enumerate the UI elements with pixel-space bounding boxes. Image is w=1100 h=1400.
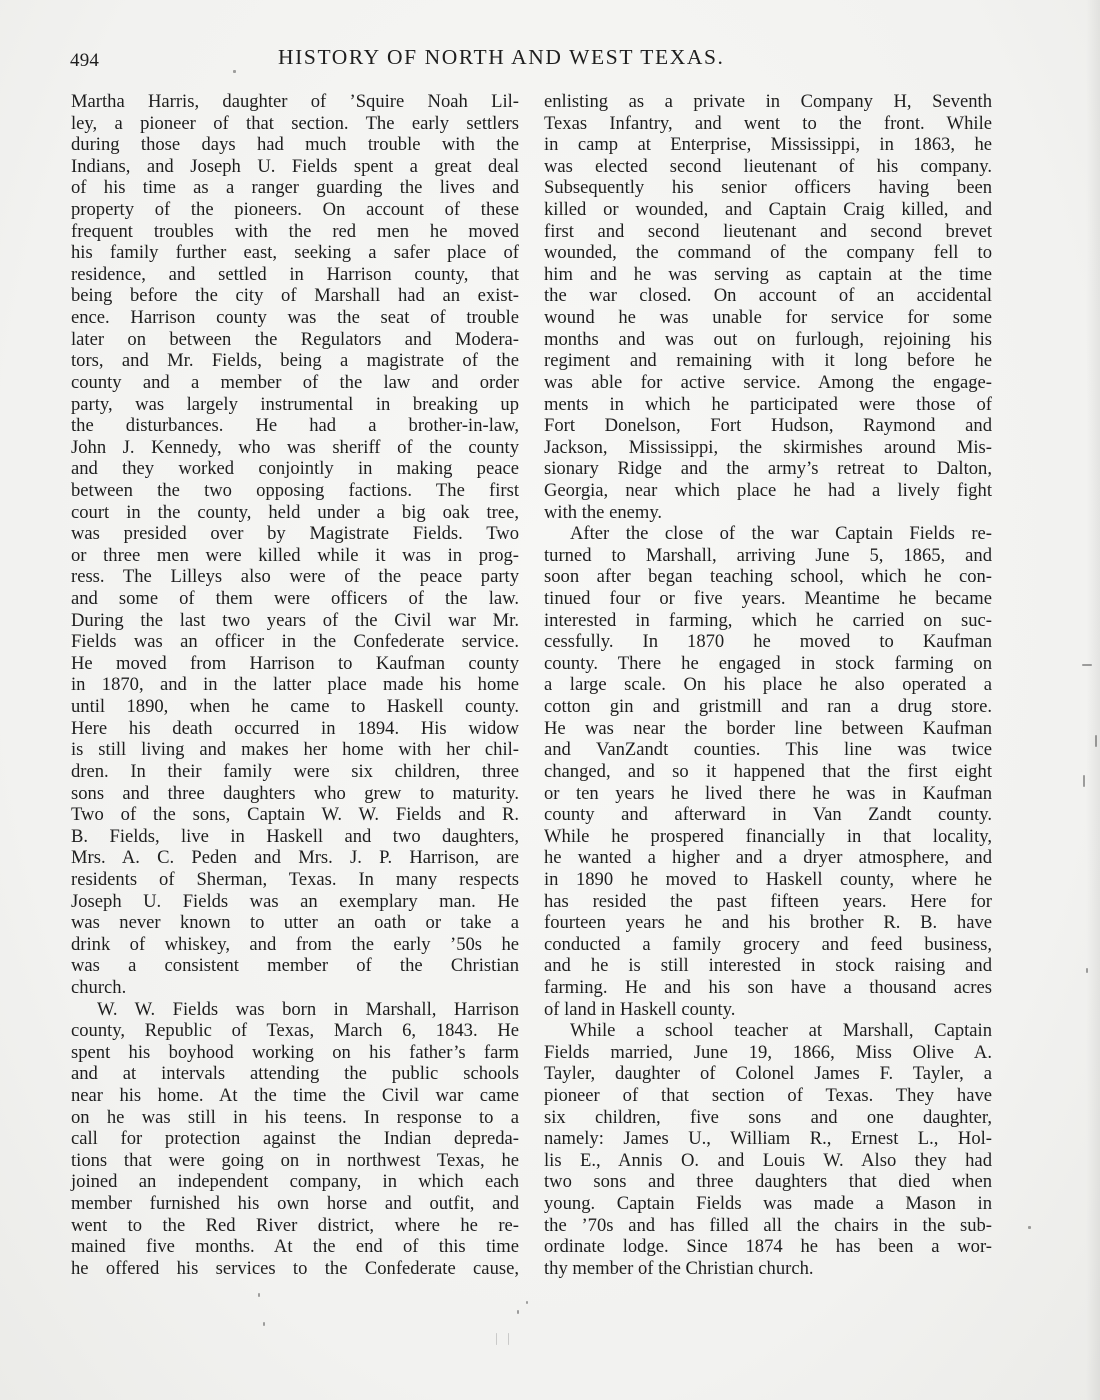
scan-speck [517,1310,519,1314]
text-line [71,1193,519,1215]
text-line-content: first and second lieutenant and second brevet [544,220,992,242]
text-line [544,113,992,135]
text-line [71,631,519,653]
text-line [71,523,519,545]
text-line-content: his family further east, seeking a safer place of [71,242,519,264]
text-line-content: county and a member of the law and order [71,371,519,393]
text-line-content: enlisting as a private in Company H, Seventh [544,91,992,112]
scan-speck [263,1322,265,1326]
text-line [544,718,992,740]
text-line-content: joined an independent company, in which each [71,1171,519,1193]
text-line-content: sionary Ridge and the army’s retreat to Dalton, [544,458,992,480]
text-line [544,783,992,805]
text-line-content: six children, five sons and one daughter, [544,1106,992,1128]
scan-speck [1083,775,1085,787]
text-line [544,199,992,221]
text-line-content: tors, and Mr. Fields, being a magistrate of the [71,350,519,372]
text-line [71,134,519,156]
text-line-content: the disturbances. He had a brother-in-law, [71,415,519,437]
text-line [544,458,992,480]
text-line [544,285,992,307]
text-line [544,221,992,243]
text-line [544,912,992,934]
text-line [544,891,992,913]
text-line-content: B. Fields, live in Haskell and two daughters, [71,825,519,847]
text-line [71,91,519,113]
text-line [71,458,519,480]
text-line [71,566,519,588]
text-line-content: being before the city of Marshall had an exist- [71,285,519,307]
text-line [544,653,992,675]
text-line-content: interested in farming, which he carried on suc- [544,609,992,631]
text-line [71,1020,519,1042]
text-line-content: a large scale. On his place he also operated a [544,674,992,696]
text-line [544,761,992,783]
text-line [71,502,519,524]
text-line [71,1215,519,1237]
text-line-content: member furnished his own horse and outfit, and [71,1193,519,1215]
text-line [71,372,519,394]
text-line-content: Fields married, June 19, 1866, Miss Olive A. [544,1041,992,1063]
text-line-content: Jackson, Mississippi, the skirmishes around Mis- [544,436,992,458]
text-line [544,826,992,848]
text-line [544,1171,992,1193]
text-line-content: While a school teacher at Marshall, Captain [570,1020,992,1042]
text-line-content: later on between the Regulators and Modera- [71,328,519,350]
text-line-content: months and was out on furlough, rejoining his [544,328,992,350]
text-line [71,1258,519,1280]
text-line-content: county, Republic of Texas, March 6, 1843. He [71,1020,519,1042]
text-line-content: regiment and remaining with it long before he [544,350,992,372]
text-line [544,91,992,113]
text-line-content: he wanted a higher and a dryer atmosphere, and [544,847,992,869]
scan-speck [508,1333,509,1345]
text-line-content: ments in which he participated were those of [544,393,992,415]
text-line [544,977,992,999]
text-line-content: soon after began teaching school, which he con- [544,566,992,588]
text-line-content: Georgia, near which place he had a lively fight [544,479,992,501]
text-line-content: was elected second lieutenant of his company. [544,155,992,177]
text-line [71,934,519,956]
text-line [71,739,519,761]
text-line [544,1085,992,1107]
text-line [544,350,992,372]
text-line-content: W. W. Fields was born in Marshall, Harrison [97,998,519,1020]
text-line [71,826,519,848]
text-line-content: between the two opposing factions. The first [71,479,519,501]
page-edge-shadow [1086,0,1100,1400]
text-line [544,610,992,632]
text-line-content: was a consistent member of the Christian [71,955,519,977]
text-line-content: with the enemy. [544,501,663,523]
text-line [544,566,992,588]
text-line-content: John J. Kennedy, who was sheriff of the county [71,436,519,458]
text-line-content: namely: James U., William R., Ernest L., Hol- [544,1128,992,1150]
text-line [71,113,519,135]
text-line [544,934,992,956]
text-line-content: the war closed. On account of an accidental [544,285,992,307]
text-line [544,502,992,524]
text-line-content: and he is still interested in stock raising and [544,955,992,977]
text-line-content: farming. He and his son have a thousand acres [544,976,992,998]
text-line [71,307,519,329]
text-line [544,1128,992,1150]
text-line [544,1215,992,1237]
text-line [544,1150,992,1172]
text-line [544,480,992,502]
text-line-content: ence. Harrison county was the seat of trouble [71,307,519,329]
text-line [544,1236,992,1258]
text-line-content: Joseph U. Fields was an exemplary man. He [71,890,519,912]
text-line [71,847,519,869]
text-line-content: him and he was serving as captain at the time [544,263,992,285]
text-line [71,653,519,675]
text-line [71,999,519,1021]
text-line-content: lis E., Annis O. and Louis W. Also they had [544,1149,992,1171]
text-line-content: sons and three daughters who grew to maturity. [71,782,519,804]
text-line-content: is still living and makes her home with her chil- [71,739,519,761]
text-line-content: Two of the sons, Captain W. W. Fields and R. [71,804,519,826]
text-line-content: of land in Haskell county. [544,998,736,1020]
text-line-content: has resided the past fifteen years. Here for [544,890,992,912]
text-line [544,1107,992,1129]
text-line [71,1171,519,1193]
text-line-content: wounded, the command of the company fell to [544,242,992,264]
text-line [71,1107,519,1129]
text-line [544,1193,992,1215]
text-line-content: tinued four or five years. Meantime he became [544,588,992,610]
text-line [71,242,519,264]
text-line [544,307,992,329]
text-line [71,437,519,459]
text-line-content: residents of Sherman, Texas. In many respects [71,868,519,890]
scan-speck [496,1333,497,1345]
text-line-content: ordinate lodge. Since 1874 he has been a wor- [544,1236,992,1258]
text-line-content: was able for active service. Among the engage- [544,371,992,393]
text-line-content: cotton gin and gristmill and ran a drug store. [544,696,992,718]
text-line-content: court in the county, held under a big oak tree, [71,501,519,523]
text-line-content: party, was largely instrumental in breaking up [71,393,519,415]
text-line [544,372,992,394]
text-line [544,999,992,1021]
text-line [71,1150,519,1172]
text-line-content: ley, a pioneer of that section. The early settlers [71,112,519,134]
text-line-content: two sons and three daughters that died when [544,1171,992,1193]
text-line-content: and VanZandt counties. This line was twice [544,739,992,761]
text-line [544,869,992,891]
text-line [544,1063,992,1085]
text-line [71,696,519,718]
text-line-content: spent his boyhood working on his father’s farm [71,1041,519,1063]
text-line [71,1063,519,1085]
text-line [544,739,992,761]
text-line-content: the ’70s and has filled all the chairs in the sub- [544,1214,992,1236]
text-line-content: during those days had much trouble with the [71,134,519,156]
text-line [71,480,519,502]
text-line [71,199,519,221]
text-line-content: until 1890, when he came to Haskell county. [71,696,519,718]
scan-speck [526,1301,528,1304]
text-line [71,350,519,372]
text-line-content: cessfully. In 1870 he moved to Kaufman [544,631,992,653]
text-line [544,1042,992,1064]
text-line-content: and some of them were officers of the law. [71,588,519,610]
text-line-content: he offered his services to the Confederate cause, [71,1257,519,1279]
text-line [71,869,519,891]
text-line-content: was presided over by Magistrate Fields. Two [71,523,519,545]
text-line-content: dren. In their family were six children, three [71,760,519,782]
text-line [71,545,519,567]
text-line-content: church. [71,976,127,998]
text-line-content: conducted a family grocery and feed business, [544,933,992,955]
text-line-content: turned to Marshall, arriving June 5, 1865, and [544,544,992,566]
text-line-content: near his home. At the time the Civil war came [71,1085,519,1107]
text-line-content: wound he was unable for service for some [544,307,992,329]
text-line [544,134,992,156]
text-line [71,285,519,307]
text-line-content: residence, and settled in Harrison county, that [71,263,519,285]
text-line-content: in 1870, and in the latter place made his home [71,674,519,696]
scan-speck [258,1293,260,1297]
text-line-content: Tayler, daughter of Colonel James F. Tayler, a [544,1063,992,1085]
text-line-content: After the close of the war Captain Fields re- [570,523,992,545]
text-line [71,177,519,199]
text-line [544,1258,992,1280]
text-line [71,1085,519,1107]
text-line-content: or ten years he lived there he was in Kaufman [544,782,992,804]
text-line-content: in 1890 he moved to Haskell county, where he [544,868,992,890]
text-line [544,804,992,826]
text-line [71,1236,519,1258]
text-column-right [544,91,992,1280]
text-line [71,610,519,632]
text-line [544,394,992,416]
text-line-content: in camp at Enterprise, Mississippi, in 1863, he [544,134,992,156]
text-line [544,523,992,545]
text-line-content: Martha Harris, daughter of ’Squire Noah Lil- [71,91,519,112]
text-line [544,437,992,459]
text-line-content: tions that were going on in northwest Texas, he [71,1149,519,1171]
text-line [71,804,519,826]
text-line [544,415,992,437]
text-line [544,545,992,567]
page-number: 494 [70,50,100,71]
text-column-left [71,91,519,1280]
page-header [70,44,790,72]
text-line [544,177,992,199]
text-line [544,847,992,869]
text-line-content: county. There he engaged in stock farming on [544,652,992,674]
text-line-content: Indians, and Joseph U. Fields spent a great deal [71,155,519,177]
text-line [544,696,992,718]
text-line [544,242,992,264]
text-line-content: killed or wounded, and Captain Craig killed, and [544,199,992,221]
text-line-content: call for protection against the Indian depreda- [71,1128,519,1150]
text-line [544,1020,992,1042]
text-line-content: mained five months. At the end of this time [71,1236,519,1258]
text-line [544,674,992,696]
text-line [544,631,992,653]
text-line [71,156,519,178]
text-line-content: Texas Infantry, and went to the front. While [544,112,992,134]
text-line-content: During the last two years of the Civil war Mr. [71,609,519,631]
text-line-content: pioneer of that section of Texas. They have [544,1085,992,1107]
text-line-content: While he prospered financially in that locality, [544,825,992,847]
text-line [71,1042,519,1064]
text-line [71,912,519,934]
text-line [71,329,519,351]
text-line [71,588,519,610]
text-line-content: changed, and so it happened that the first eight [544,760,992,782]
text-line [71,761,519,783]
text-line-content: went to the Red River district, where he re- [71,1214,519,1236]
text-line-content: of his time as a ranger guarding the lives and [71,177,519,199]
text-line [544,264,992,286]
text-line-content: and they worked conjointly in making peace [71,458,519,480]
text-line-content: county and afterward in Van Zandt county. [544,804,992,826]
text-line-content: Fort Donelson, Fort Hudson, Raymond and [544,415,992,437]
text-line-content: Mrs. A. C. Peden and Mrs. J. P. Harrison, are [71,847,519,869]
scan-speck [1028,1226,1031,1229]
running-title: HISTORY OF NORTH AND WEST TEXAS. [278,45,725,69]
text-line-content: on he was still in his teens. In response to a [71,1106,519,1128]
text-line [71,1128,519,1150]
text-line [71,221,519,243]
text-line-content: young. Captain Fields was made a Mason in [544,1193,992,1215]
text-line [71,977,519,999]
text-line-content: property of the pioneers. On account of these [71,199,519,221]
text-line-content: was never known to utter an oath or take a [71,912,519,934]
text-line-content: or three men were killed while it was in prog- [71,544,519,566]
text-line-content: He was near the border line between Kaufman [544,717,992,739]
text-line [544,588,992,610]
text-line-content: Here his death occurred in 1894. His widow [71,717,519,739]
text-line-content: ress. The Lilleys also were of the peace party [71,566,519,588]
text-line [71,415,519,437]
text-line [71,264,519,286]
text-line [71,891,519,913]
text-line-content: frequent troubles with the red men he moved [71,220,519,242]
scan-speck [233,70,236,73]
text-line-content: thy member of the Christian church. [544,1257,814,1279]
text-line-content: Fields was an officer in the Confederate service. [71,631,519,653]
text-line [71,674,519,696]
text-line [71,394,519,416]
text-line [544,329,992,351]
text-line [71,955,519,977]
text-line [71,783,519,805]
text-line [544,955,992,977]
text-line [544,156,992,178]
text-line-content: Subsequently his senior officers having been [544,177,992,199]
text-line-content: He moved from Harrison to Kaufman county [71,652,519,674]
text-line-content: and at intervals attending the public schools [71,1063,519,1085]
text-line [71,718,519,740]
text-line-content: drink of whiskey, and from the early ’50s he [71,933,519,955]
text-line-content: fourteen years he and his brother R. B. have [544,912,992,934]
